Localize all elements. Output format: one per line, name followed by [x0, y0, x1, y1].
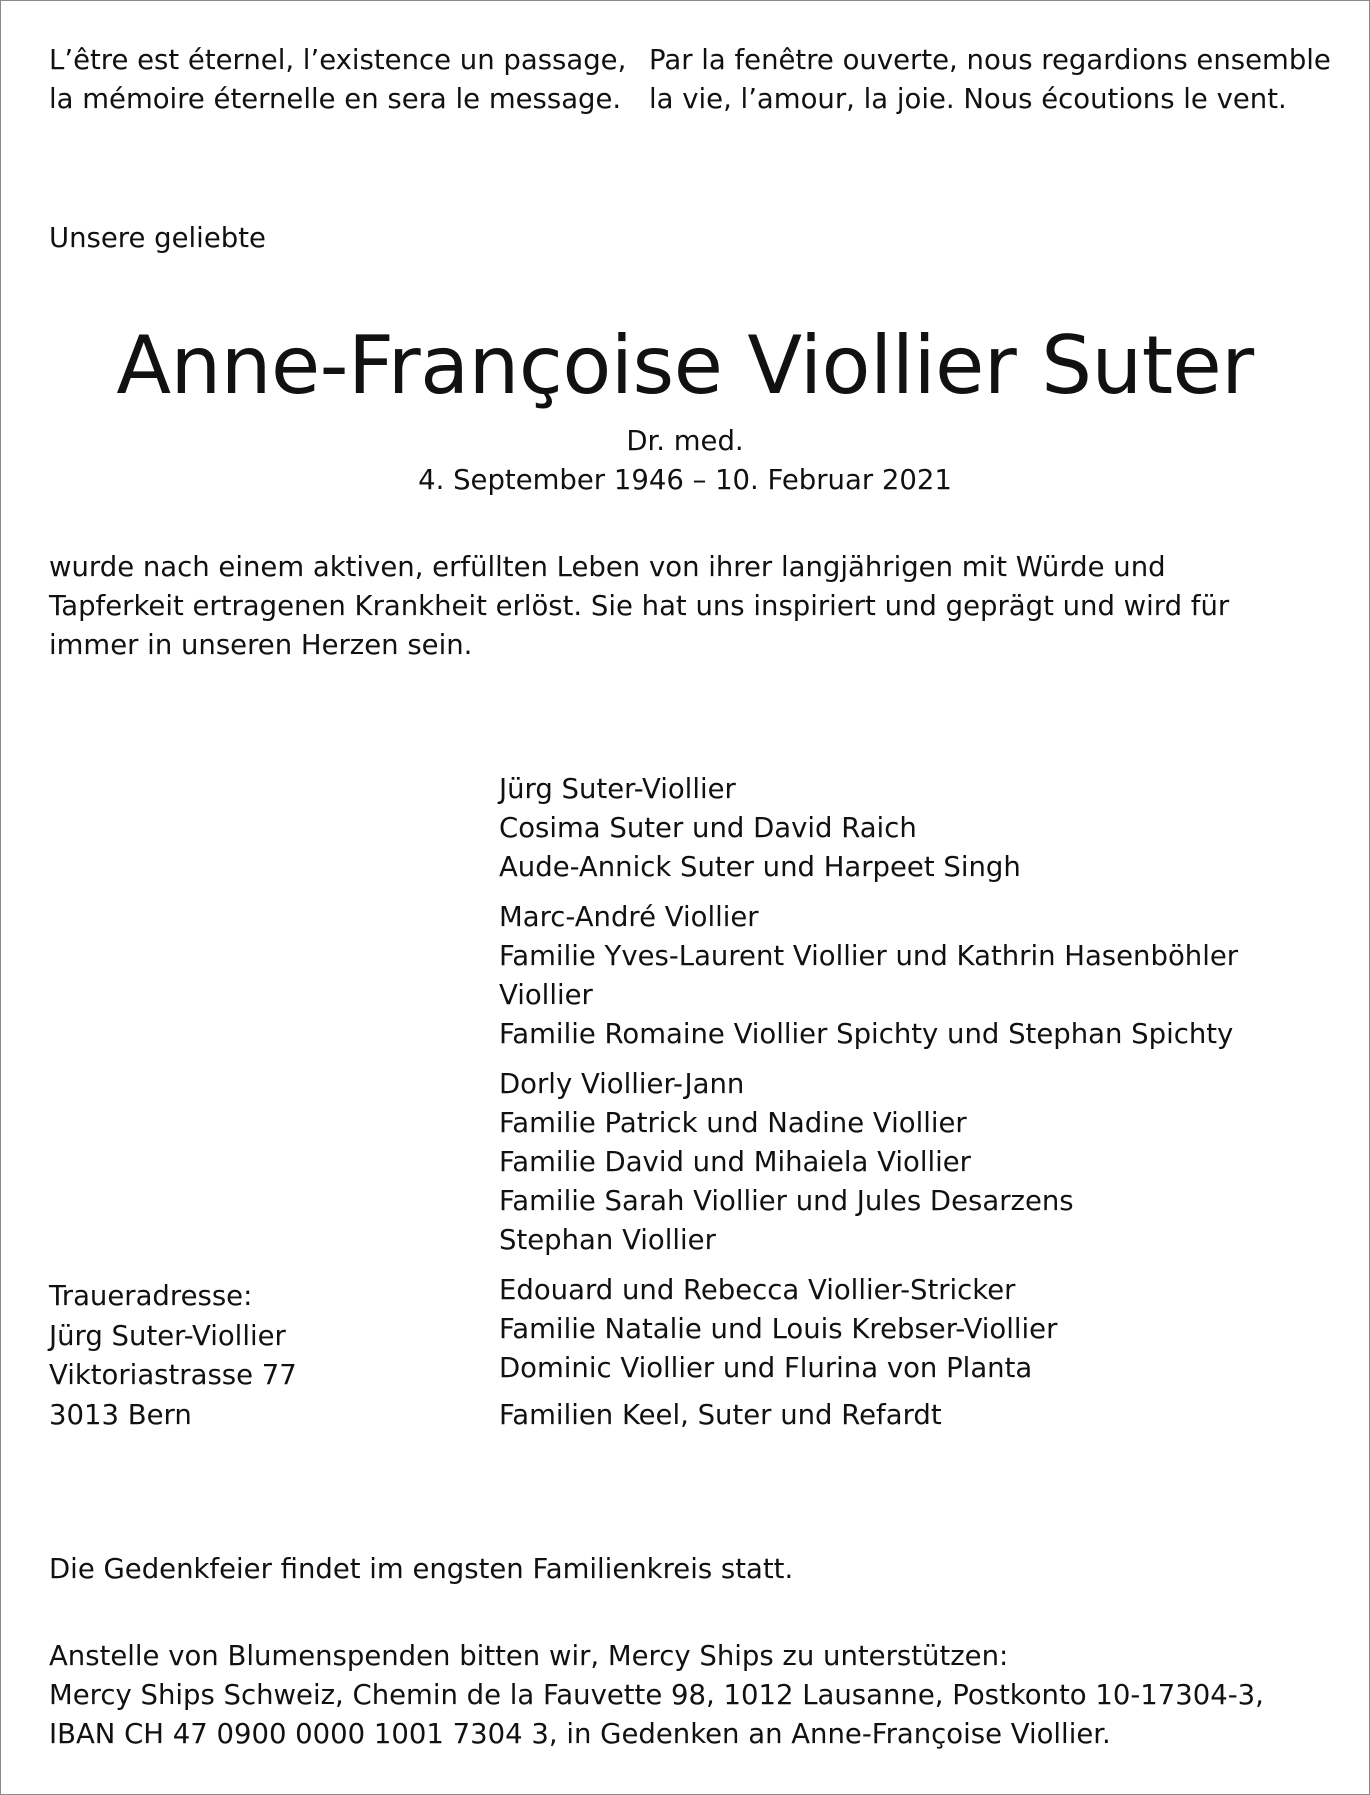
mourning-address [49, 1277, 297, 1435]
quote-left [49, 41, 626, 119]
address-name: Jürg Suter-Viollier [49, 1319, 286, 1352]
donation-line: IBAN CH 47 0900 0000 1001 7304 3, in Gedenken an Anne-Françoise Viollier. [49, 1718, 1111, 1750]
mourner-line: Familie Sarah Viollier und Jules Desarzens [499, 1185, 1074, 1217]
mourner-group [499, 770, 1339, 887]
mourner-line: Marc-André Viollier [499, 901, 759, 933]
mourner-group [499, 1396, 1339, 1435]
mourner-line: Stephan Viollier [499, 1224, 716, 1256]
ceremony-note: Die Gedenkfeier findet im engsten Familienkreis statt. [49, 1553, 794, 1585]
donation-note [49, 1637, 1264, 1754]
mourner-line: Edouard und Rebecca Viollier-Stricker [499, 1274, 1016, 1306]
deceased-name: Anne-Françoise Viollier Suter [116, 319, 1254, 412]
mourner-line: Familien Keel, Suter und Refardt [499, 1399, 942, 1431]
quote-right-line: Par la fenêtre ouverte, nous regardions ensemble [649, 44, 1331, 76]
quote-left-line: la mémoire éternelle en sera le message. [49, 83, 622, 115]
mourner-line: Dorly Viollier-Jann [499, 1068, 745, 1100]
mourner-line: Viollier [499, 979, 593, 1011]
mourner-group [499, 898, 1339, 1054]
mourner-group [499, 1065, 1339, 1260]
donation-line: Anstelle von Blumenspenden bitten wir, Mercy Ships zu unterstützen: [49, 1640, 1009, 1672]
body-text: wurde nach einem aktiven, erfüllten Leben von ihrer langjährigen mit Würde und Tapferkeit ertragenen Krankheit erlöst. Sie hat uns inspiriert und geprägt und wird für immer in unseren Herzen sein. [49, 551, 1230, 661]
quote-right-line: la vie, l’amour, la joie. Nous écoutions le vent. [649, 83, 1287, 115]
mourner-line: Jürg Suter-Viollier [499, 773, 736, 805]
address-street: Viktoriastrasse 77 [49, 1359, 297, 1391]
mourner-line: Familie David und Mihaiela Viollier [499, 1146, 971, 1178]
quote-right [649, 41, 1331, 119]
quote-left-line: L’être est éternel, l’existence un passage, [49, 44, 627, 76]
mourner-line: Familie Romaine Viollier Spichty und Stephan Spichty [499, 1018, 1234, 1050]
intro-text: Unsere geliebte [49, 222, 266, 254]
deceased-title: Dr. med. [626, 425, 744, 457]
mourner-line: Dominic Viollier und Flurina von Planta [499, 1352, 1033, 1384]
address-city: 3013 Bern [49, 1398, 192, 1431]
mourner-line: Familie Yves-Laurent Viollier und Kathrin Hasenböhler [499, 940, 1239, 972]
mourner-line: Familie Patrick und Nadine Viollier [499, 1107, 967, 1139]
donation-line: Mercy Ships Schweiz, Chemin de la Fauvette 98, 1012 Lausanne, Postkonto 10-17304-3, [49, 1679, 1264, 1711]
deceased-dates: 4. September 1946 – 10. Februar 2021 [418, 464, 952, 496]
mourner-line: Cosima Suter und David Raich [499, 812, 917, 844]
mourner-line: Familie Natalie und Louis Krebser-Viollier [499, 1313, 1058, 1345]
mourner-line: Aude-Annick Suter und Harpeet Singh [499, 851, 1021, 883]
mourners-list [499, 770, 1339, 1446]
address-label: Traueradresse: [49, 1280, 253, 1312]
mourner-group [499, 1271, 1339, 1388]
